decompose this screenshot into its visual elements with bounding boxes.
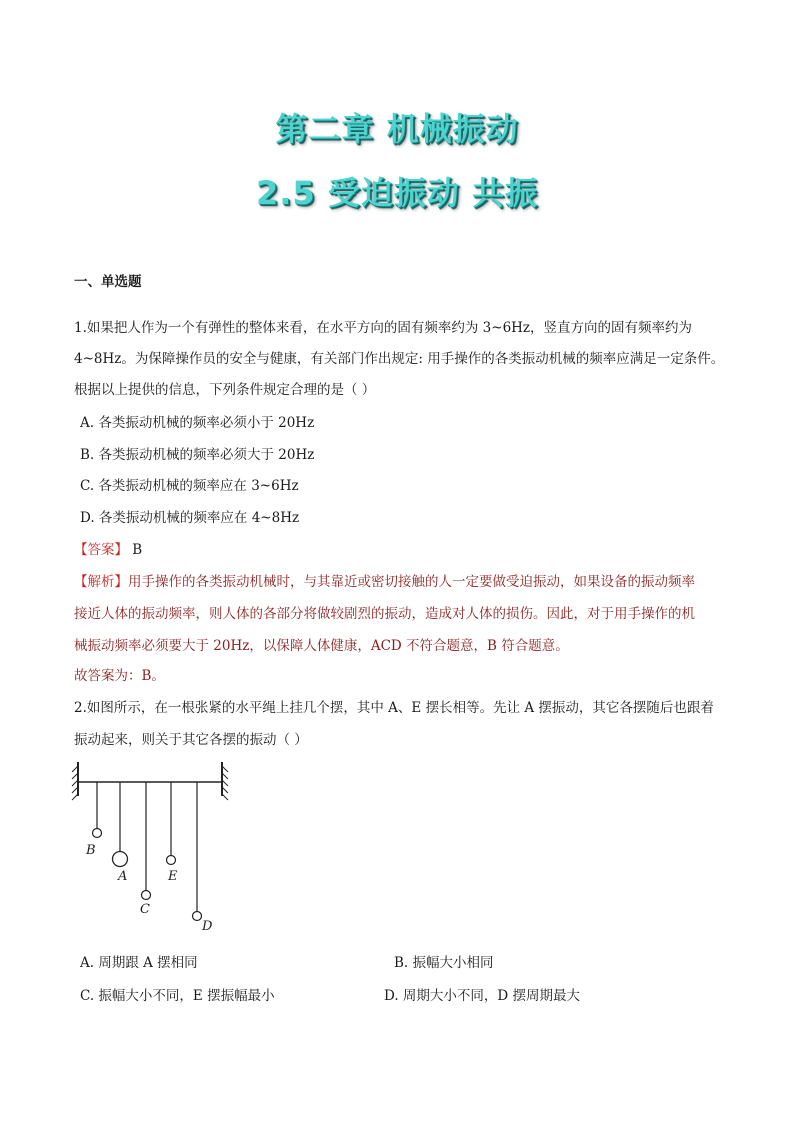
q2-option-a: A. 周期跟 A 摆相同 bbox=[80, 955, 198, 971]
q1-option-c: C. 各类振动机械的频率应在 3~6Hz bbox=[80, 478, 299, 494]
pendulum-b-bob bbox=[93, 829, 102, 838]
q1-option-d: D. 各类振动机械的频率应在 4~8Hz bbox=[80, 510, 300, 526]
pendulum-e-label: E bbox=[168, 869, 178, 884]
q2-option-d: D. 周期大小不同，D 摆周期最大 bbox=[384, 988, 581, 1004]
q2-stem-line-2: 振动起来，则关于其它各摆的振动（ ） bbox=[74, 732, 308, 748]
pendulum-figure bbox=[68, 758, 248, 940]
q1-final-answer: 故答案为：B。 bbox=[74, 668, 165, 684]
explanation-text-1: 用手操作的各类振动机械时，与其靠近或密切接触的人一定要做受迫振动，如果设备的振动频率 bbox=[128, 574, 695, 590]
pendulum-e-bob bbox=[167, 856, 176, 865]
section-heading: 一、单选题 bbox=[74, 274, 142, 290]
q1-explanation-line-2: 接近人体的振动频率，则人体的各部分将做较剧烈的振动，造成对人体的损伤。因此，对于用手操作的机 bbox=[74, 606, 695, 622]
chapter-title: 第二章 机械振动 bbox=[275, 110, 519, 148]
q1-stem-line-3: 根据以上提供的信息，下列条件规定合理的是（ ） bbox=[74, 382, 376, 398]
q1-stem-line-2: 4~8Hz。为保障操作员的安全与健康，有关部门作出规定: 用手操作的各类振动机械的频率应满足一定条件。 bbox=[74, 351, 725, 367]
q1-stem-line-1: 1.如果把人作为一个有弹性的整体来看，在水平方向的固有频率约为 3~6Hz，竖直方向的固有频率约为 bbox=[74, 320, 693, 336]
pendulum-d-bob bbox=[193, 912, 202, 921]
pendulum-a-bob bbox=[113, 852, 128, 867]
lesson-title: 2.5 受迫振动 共振 bbox=[256, 174, 538, 212]
pendulum-b-label: B bbox=[86, 843, 96, 858]
q1-option-b: B. 各类振动机械的频率必须大于 20Hz bbox=[80, 447, 315, 463]
pendulum-c-bob bbox=[142, 891, 151, 900]
q1-explanation-line-3: 械振动频率必须要大于 20Hz，以保障人体健康，ACD 不符合题意，B 符合题意。 bbox=[74, 638, 569, 654]
answer-tag: 【答案】 bbox=[74, 542, 128, 558]
q2-stem-line-1: 2.如图所示，在一根张紧的水平绳上挂几个摆，其中 A、E 摆长相等。先让 A 摆振动，其它各摆随后也跟着 bbox=[74, 700, 714, 716]
explanation-tag: 【解析】 bbox=[74, 574, 128, 590]
pendulum-d-label: D bbox=[202, 919, 213, 934]
answer-value: B bbox=[128, 542, 143, 558]
pendulum-c-label: C bbox=[140, 902, 150, 917]
q1-option-a: A. 各类振动机械的频率必须小于 20Hz bbox=[80, 415, 315, 431]
pendulum-a-label: A bbox=[118, 869, 128, 884]
q2-option-c: C. 振幅大小不同，E 摆振幅最小 bbox=[80, 988, 275, 1004]
q2-option-b: B. 振幅大小相同 bbox=[394, 955, 494, 971]
q1-explanation-line-1 bbox=[74, 570, 695, 590]
q1-answer bbox=[74, 538, 142, 558]
